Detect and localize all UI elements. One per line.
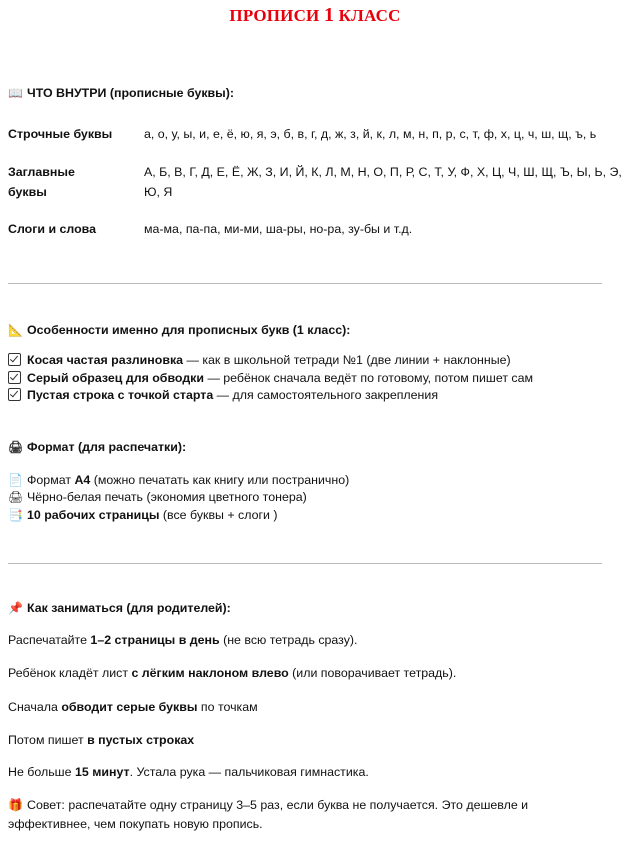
title-number: 1	[323, 4, 335, 26]
feature-item	[8, 388, 438, 402]
page-icon: 📄	[8, 473, 23, 487]
format-item	[8, 473, 349, 487]
section-heading-features	[8, 323, 350, 337]
feature-text: — как в школьной тетради №1 (две линии + наклонные)	[183, 353, 511, 367]
row-label: Строчные буквы	[8, 127, 113, 141]
feature-item	[8, 353, 511, 367]
para-text: (или поворачивает тетрадь).	[288, 666, 457, 680]
format-text: (можно печатать как книгу или постранично)	[90, 473, 350, 487]
checkbox-checked-icon	[8, 388, 21, 401]
feature-bold: Косая частая разлиновка	[27, 353, 184, 367]
howto-paragraph	[8, 765, 369, 779]
divider	[8, 563, 602, 564]
feature-item	[8, 371, 533, 385]
howto-paragraph	[8, 733, 194, 747]
row-value: а, о, у, ы, и, е, ё, ю, я, э, б, в, г, д, ж, з, й, к, л, м, н, п, р, с, т, ф, х, ц, ч, ш, щ, ъ, ь	[144, 127, 597, 141]
heading-text: Формат (для распечатки):	[27, 440, 187, 454]
row-value: А, Б, В, Г, Д, Е, Ё, Ж, З, И, Й, К, Л, М, Н, О, П, Р, С, Т, У, Ф, Х, Ц, Ч, Ш, Щ, Ъ, Ы, Ь, Э, Ю, Я	[144, 165, 622, 199]
howto-paragraph	[8, 700, 258, 714]
format-bold: 10 рабочих страницы	[27, 508, 160, 522]
title-text-end: КЛАСС	[334, 6, 401, 25]
para-text: (не всю тетрадь сразу).	[219, 633, 358, 647]
feature-bold: Серый образец для обводки	[27, 371, 205, 385]
open-book-icon: 📖	[8, 86, 23, 100]
documents-icon: 📑	[8, 508, 23, 522]
heading-text: Как заниматься (для родителей):	[27, 601, 231, 615]
para-bold: 1–2 страницы в день	[90, 633, 220, 647]
para-bold: обводит серые буквы	[61, 700, 198, 714]
para-text: по точкам	[197, 700, 258, 714]
feature-text: — ребёнок сначала ведёт по готовому, потом пишет сам	[204, 371, 534, 385]
para-bold: в пустых строках	[87, 733, 195, 747]
tip-text: Совет: распечатайте одну страницу 3–5 раз, если буква не получается. Это дешевле и эффективнее, чем покупать новую пропись.	[8, 798, 529, 831]
heading-text: ЧТО ВНУТРИ (прописные буквы):	[27, 86, 235, 100]
format-bold: А4	[74, 473, 91, 487]
checkbox-checked-icon	[8, 371, 21, 384]
printer-icon: 🖨	[8, 440, 24, 454]
para-bold: с лёгким наклоном влево	[131, 666, 289, 680]
printer-icon: 🖨	[8, 490, 24, 504]
gift-icon: 🎁	[8, 798, 23, 812]
tip-paragraph	[8, 796, 568, 834]
para-text: . Устала рука — пальчиковая гимнастика.	[129, 765, 369, 779]
row-label: Слоги и слова	[8, 222, 97, 236]
para-text: Сначала	[8, 700, 62, 714]
section-heading-inside	[8, 86, 234, 100]
feature-bold: Пустая строка с точкой старта	[27, 388, 214, 402]
feature-text: — для самостоятельного закрепления	[213, 388, 439, 402]
format-item	[8, 508, 278, 522]
row-value: ма-ма, па-па, ми-ми, ша-ры, но-ра, зу-бы и т.д.	[144, 222, 413, 236]
section-heading-howto	[8, 601, 231, 615]
para-bold: 15 минут	[74, 765, 130, 779]
format-text: (все буквы + слоги )	[159, 508, 278, 522]
format-text: Формат	[27, 473, 75, 487]
pushpin-icon: 📌	[8, 601, 23, 615]
para-text: Не больше	[8, 765, 75, 779]
howto-paragraph	[8, 666, 456, 680]
section-heading-format	[8, 440, 186, 454]
title-text: ПРОПИСИ	[229, 6, 324, 25]
format-item	[8, 490, 307, 504]
triangle-ruler-icon: 📐	[8, 323, 23, 337]
para-text: Ребёнок кладёт лист	[8, 666, 132, 680]
para-text: Потом пишет	[8, 733, 88, 747]
format-text: Чёрно-белая печать (экономия цветного тонера)	[27, 490, 307, 504]
heading-text: Особенности именно для прописных букв (1 класс):	[27, 323, 351, 337]
row-label: Заглавные буквы	[8, 165, 75, 199]
checkbox-checked-icon	[8, 353, 21, 366]
page-title	[0, 4, 630, 27]
howto-paragraph	[8, 633, 358, 647]
para-text: Распечатайте	[8, 633, 91, 647]
divider	[8, 283, 602, 284]
